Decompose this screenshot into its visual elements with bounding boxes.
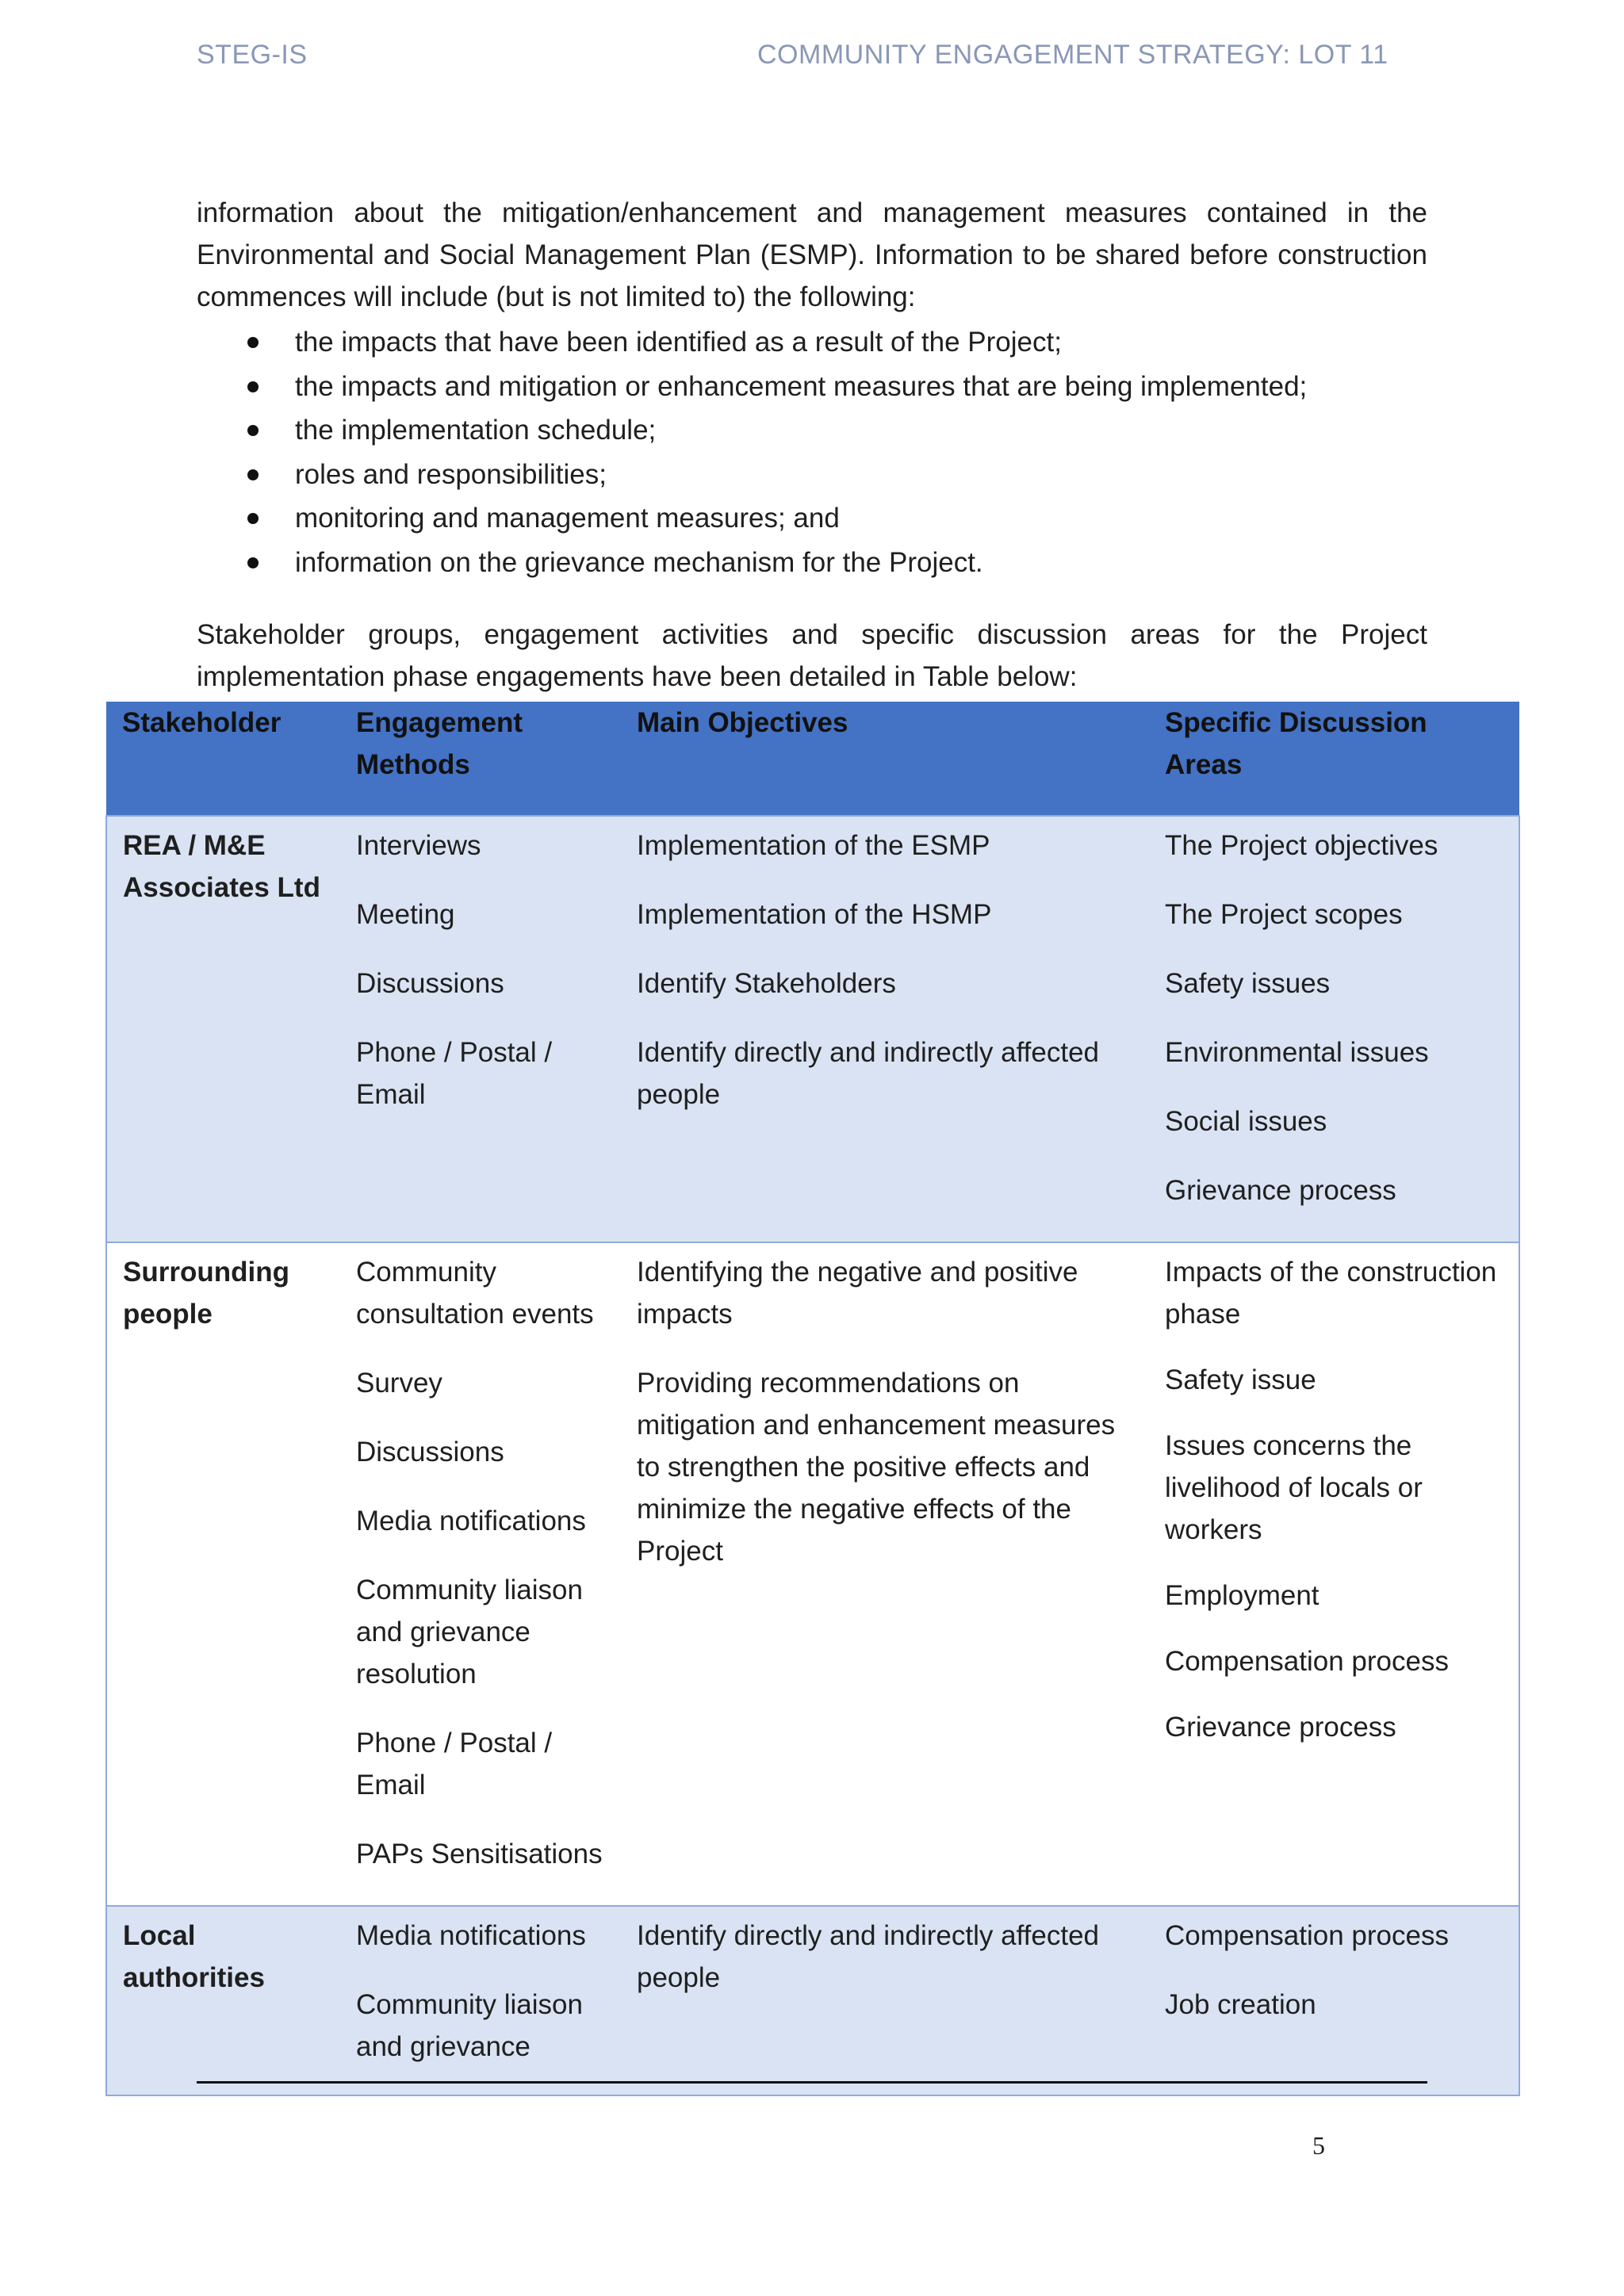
stakeholder-engagement-table (105, 702, 1520, 2096)
footer-rule (197, 2081, 1427, 2084)
info-bullet-list (197, 320, 1427, 584)
table-intro-paragraph: Stakeholder groups, engagement activities and specific discussion areas for the Project implementation phase engagements have been detailed in Table below: (197, 619, 1427, 692)
discussion-areas-cell: Impacts of the construction phase Safety issue Issues concerns the livelihood of locals or workers Employment Compensation process Grievance process (1165, 1257, 1497, 1743)
objectives-cell: Identify directly and indirectly affected people (637, 1920, 1100, 1993)
stakeholder-cell: REA / M&E Associates Ltd (123, 830, 320, 903)
header-stakeholder: Stakeholder (122, 707, 282, 738)
header-engagement-methods: Engagement Methods (356, 707, 523, 780)
discussion-areas-cell: Compensation process Job creation (1165, 1920, 1449, 2020)
page-number: 5 (1312, 2131, 1325, 2160)
intro-paragraph: information about the mitigation/enhancement and management measures contained in the Environmental and Social Management Plan (ESMP). Information to be shared before construction commences will include (but is not limited to) the following: (197, 197, 1427, 312)
bullet-item: information on the grievance mechanism for the Project. (197, 541, 1427, 585)
objectives-cell: Identifying the negative and positive impacts Providing recommendations on mitigation and enhancement measures to strengthen the positive effects and minimize the negative effects of the Project (637, 1257, 1116, 1567)
table-row (106, 1906, 1519, 2095)
methods-cell: Media notifications Community liaison and grievance (356, 1920, 586, 2062)
header-main-objectives: Main Objectives (637, 707, 848, 738)
stakeholder-cell: Local authorities (123, 1920, 265, 1993)
methods-cell: Interviews Meeting Discussions Phone / Postal / Email (356, 830, 553, 1110)
bullet-item: the implementation schedule; (197, 408, 1427, 453)
bullet-icon (247, 557, 259, 568)
table-row (106, 1242, 1519, 1906)
bullet-icon (247, 337, 259, 348)
bullet-item: roles and responsibilities; (197, 453, 1427, 497)
bullet-item: monitoring and management measures; and (197, 496, 1427, 541)
methods-cell: Community consultation events Survey Discussions Media notifications Community liaison and grievance resolution Phone / Postal / Email PAPs Sensitisations (356, 1257, 603, 1869)
bullet-icon (247, 425, 259, 436)
bullet-item: the impacts and mitigation or enhancement measures that are being implemented; (197, 365, 1427, 409)
bullet-icon (247, 381, 259, 392)
running-header-left: STEG-IS (197, 40, 308, 70)
objectives-cell: Implementation of the ESMP Implementation of the HSMP Identify Stakeholders Identify directly and indirectly affected people (637, 830, 1100, 1110)
header-discussion-areas: Specific Discussion Areas (1165, 707, 1427, 780)
discussion-areas-cell: The Project objectives The Project scopes Safety issues Environmental issues Social issues Grievance process (1165, 830, 1438, 1206)
stakeholder-cell: Surrounding people (123, 1257, 289, 1330)
bullet-icon (247, 513, 259, 524)
bullet-item: the impacts that have been identified as a result of the Project; (197, 320, 1427, 365)
bullet-icon (247, 469, 259, 480)
running-header-right: COMMUNITY ENGAGEMENT STRATEGY: LOT 11 (757, 40, 1388, 70)
table-row (106, 816, 1519, 1242)
table-header-row (106, 702, 1519, 816)
